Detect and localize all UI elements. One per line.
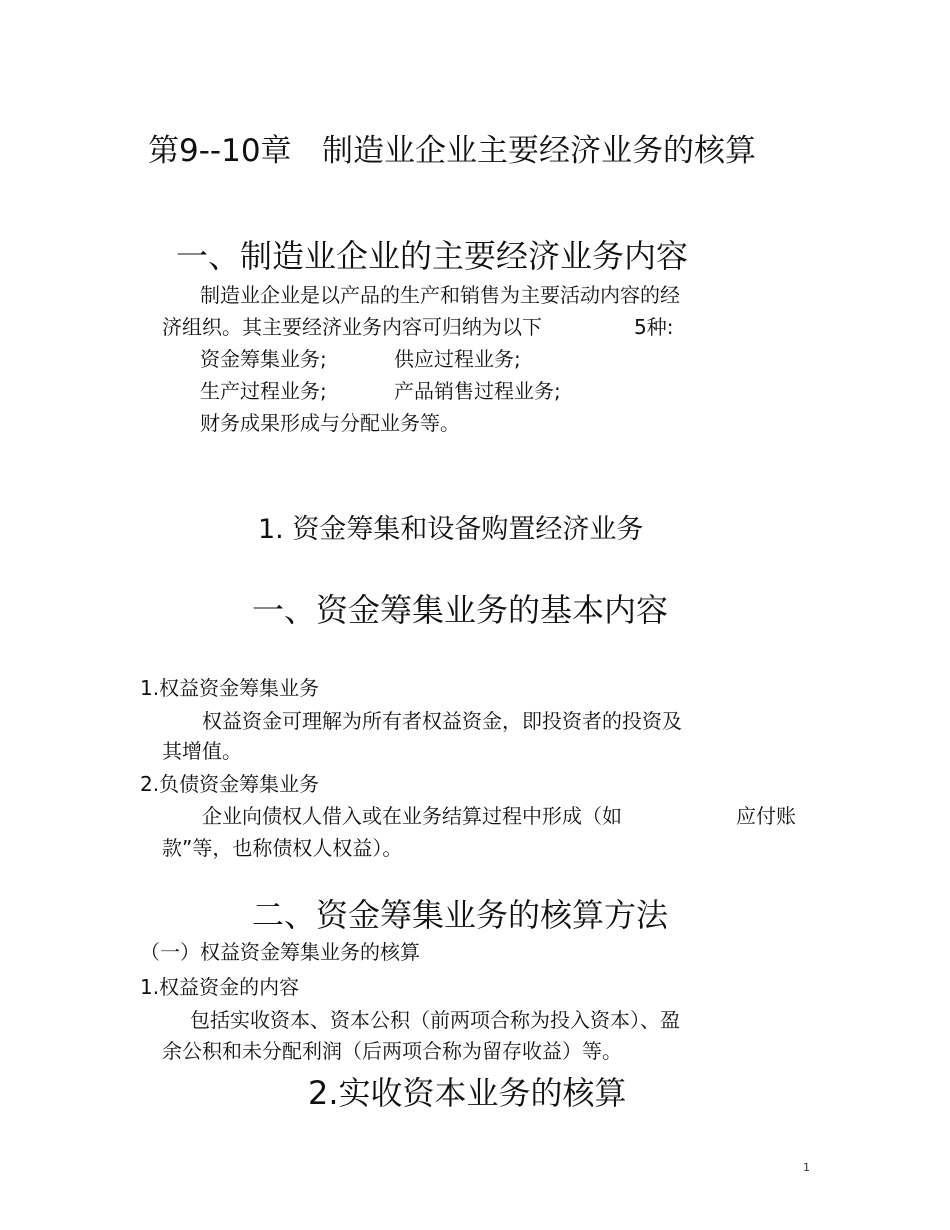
subsection-title: （一）权益资金筹集业务的核算 [140,940,420,964]
page-number: 1 [803,1161,810,1174]
subsection-title: 1.权益资金的内容 [140,975,300,999]
list-item: 供应过程业务; [394,347,521,371]
part-heading-fundraising-equipment: 1. 资金筹集和设备购置经济业务 [258,514,644,545]
subsection-title: 2.负债资金筹集业务 [140,772,320,796]
list-item: 生产过程业务; [200,379,327,403]
list-item: 产品销售过程业务; [394,379,561,403]
doc-title-subject: 制造业企业主要经济业务的核算 [322,133,756,169]
paragraph-line: 余公积和未分配利润（后两项合称为留存收益）等。 [162,1039,622,1063]
section-heading-accounting-methods: 二、资金筹集业务的核算方法 [252,896,669,934]
section-heading-fundraising-basics: 一、资金筹集业务的基本内容 [252,591,669,629]
paragraph-line: 权益资金可理解为所有者权益资金，即投资者的投资及 [202,709,682,733]
paragraph-line: 济组织。其主要经济业务内容可归纳为以下 [162,315,542,339]
paragraph-line: 企业向债权人借入或在业务结算过程中形成（如 [202,804,622,828]
paragraph-line: 包括实收资本、资本公积（前两项合称为投入资本）、盈 [190,1008,680,1032]
list-item: 财务成果形成与分配业务等。 [200,411,460,435]
doc-title-chapter: 第9--10章 [148,133,292,169]
subsection-title: 1.权益资金筹集业务 [140,676,320,700]
section-heading-business-content: 一、制造业企业的主要经济业务内容 [176,237,689,275]
paragraph-line: 应付账 [736,804,796,828]
paragraph-line: 款”等，也称债权人权益）。 [162,836,403,860]
paragraph-count: 5种: [634,315,674,339]
part-heading-paid-in-capital: 2.实收资本业务的核算 [308,1074,627,1112]
list-item: 资金筹集业务; [200,347,327,371]
paragraph-line: 其增值。 [162,739,242,763]
paragraph-line: 制造业企业是以产品的生产和销售为主要活动内容的经 [200,283,680,307]
